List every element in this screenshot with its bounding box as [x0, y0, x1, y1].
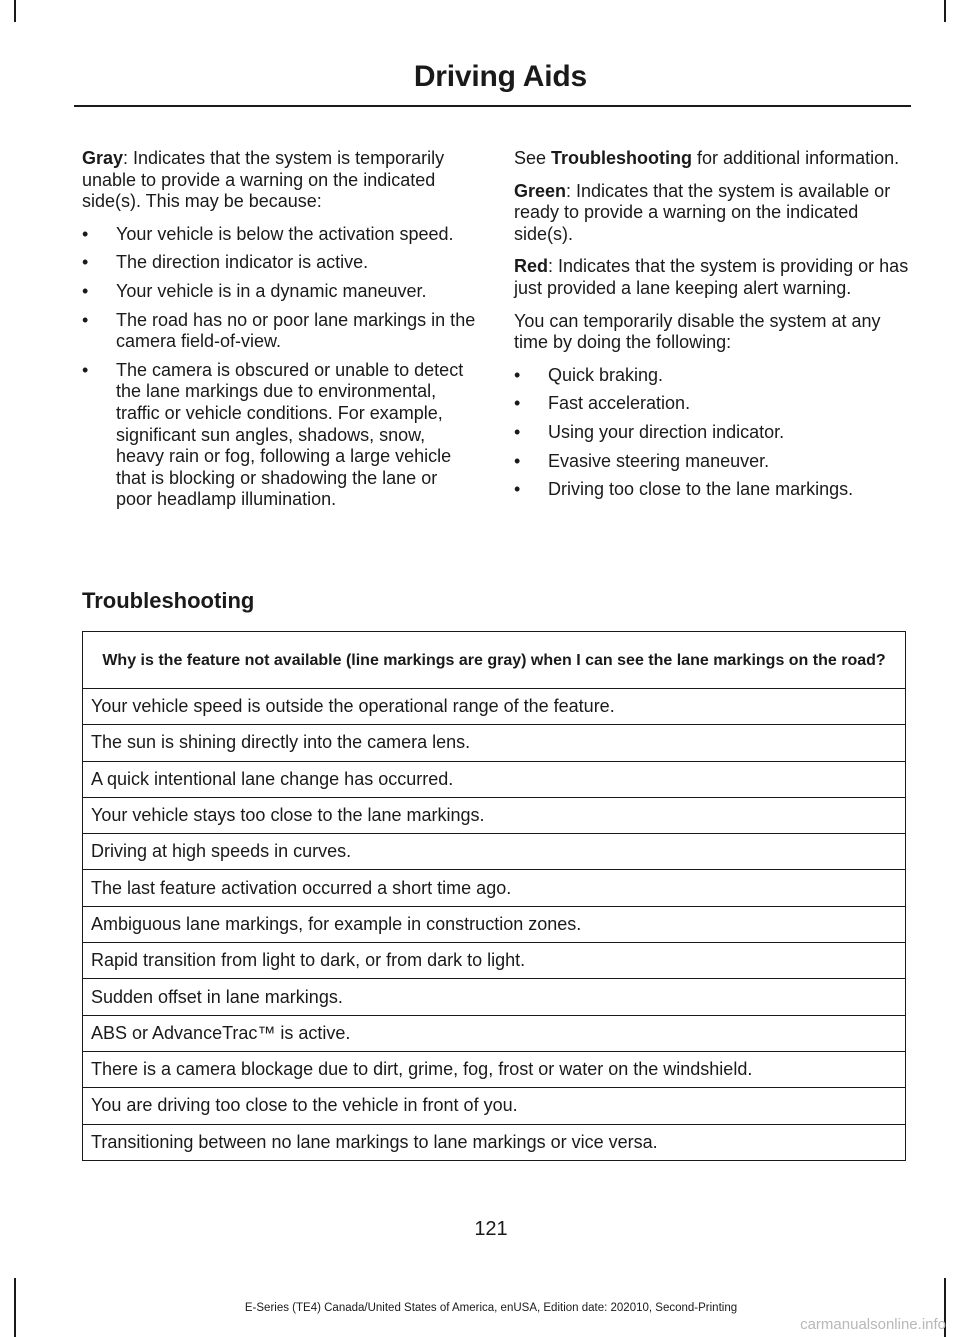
table-row [83, 906, 906, 942]
table-cell: Rapid transition from light to dark, or from dark to light. [83, 943, 906, 979]
troubleshooting-table [82, 631, 906, 1161]
see-troubleshooting-paragraph [514, 148, 909, 170]
gray-reasons-list [82, 224, 476, 511]
edition-footer: E-Series (TE4) Canada/United States of America, enUSA, Edition date: 202010, Second-Printing [244, 1302, 738, 1314]
table-cell: Ambiguous lane markings, for example in construction zones. [83, 906, 906, 942]
table-cell: There is a camera blockage due to dirt, grime, fog, frost or water on the windshield. [83, 1051, 906, 1087]
table-row [83, 870, 906, 906]
gray-paragraph [82, 148, 476, 213]
crop-mark [14, 0, 16, 22]
gray-term: Gray [82, 148, 124, 168]
table-row [83, 761, 906, 797]
list-item: • Your vehicle is in a dynamic maneuver. [82, 281, 476, 303]
crop-mark [944, 0, 946, 22]
section-heading: Troubleshooting [82, 588, 255, 613]
list-item: • Driving too close to the lane markings. [514, 479, 909, 501]
table-question: Why is the feature not available (line markings are gray) when I can see the lane markings on the road? [83, 632, 906, 689]
table-row [83, 1051, 906, 1087]
green-description: : Indicates that the system is available or ready to provide a warning on the indicated side(s). [514, 180, 891, 244]
left-column [82, 148, 476, 518]
see-suffix: for additional information. [692, 148, 900, 168]
list-item: • Quick braking. [514, 365, 909, 387]
table-row [83, 834, 906, 870]
table-cell: Your vehicle speed is outside the operational range of the feature. [83, 689, 906, 725]
table-row [83, 797, 906, 833]
table-row [83, 1015, 906, 1051]
table-header-row [83, 632, 906, 689]
table-cell: Driving at high speeds in curves. [83, 834, 906, 870]
table-cell: Sudden offset in lane markings. [83, 979, 906, 1015]
red-paragraph [514, 256, 909, 299]
table-cell: The last feature activation occurred a short time ago. [83, 870, 906, 906]
list-item: • Fast acceleration. [514, 393, 909, 415]
list-item: • Using your direction indicator. [514, 422, 909, 444]
list-item: • The camera is obscured or unable to detect the lane markings due to environmental, traffic or vehicle conditions. For example, significant sun angles, shadows, snow, heavy rain or fog, following a large vehicle that is blocking or shadowing the lane or poor headlamp illumination. [82, 360, 476, 511]
table-cell: You are driving too close to the vehicle in front of you. [83, 1088, 906, 1124]
page-number: 121 [474, 1218, 508, 1240]
list-item: • The road has no or poor lane markings in the camera field-of-view. [82, 310, 476, 353]
see-prefix: See [514, 148, 552, 168]
right-column [514, 148, 909, 508]
site-watermark: carmanualsonline.info [800, 1316, 946, 1333]
table-row [83, 725, 906, 761]
disable-intro: You can temporarily disable the system at any time by doing the following: [514, 310, 881, 353]
table-row [83, 943, 906, 979]
table-row [83, 1088, 906, 1124]
table-row [83, 689, 906, 725]
red-term: Red [514, 256, 549, 277]
troubleshooting-link[interactable]: Troubleshooting [551, 148, 693, 168]
header-divider [74, 105, 911, 107]
list-item: • The direction indicator is active. [82, 252, 476, 274]
table-cell: ABS or AdvanceTrac™ is active. [83, 1015, 906, 1051]
table-cell: Transitioning between no lane markings to lane markings or vice versa. [83, 1124, 906, 1160]
list-item: • Evasive steering maneuver. [514, 451, 909, 473]
table-cell: Your vehicle stays too close to the lane markings. [83, 797, 906, 833]
table-cell: The sun is shining directly into the camera lens. [83, 725, 906, 761]
page-title: Driving Aids [413, 60, 587, 93]
gray-description: : Indicates that the system is temporarily unable to provide a warning on the indicated side(s). This may be because: [82, 148, 445, 212]
green-paragraph [514, 181, 909, 246]
table-cell: A quick intentional lane change has occurred. [83, 761, 906, 797]
red-description: : Indicates that the system is providing or has just provided a lane keeping alert warning. [514, 256, 909, 298]
table-row [83, 1124, 906, 1160]
green-term: Green [514, 180, 567, 201]
list-item: • Your vehicle is below the activation speed. [82, 224, 476, 246]
disable-actions-list [514, 365, 909, 501]
table-row [83, 979, 906, 1015]
